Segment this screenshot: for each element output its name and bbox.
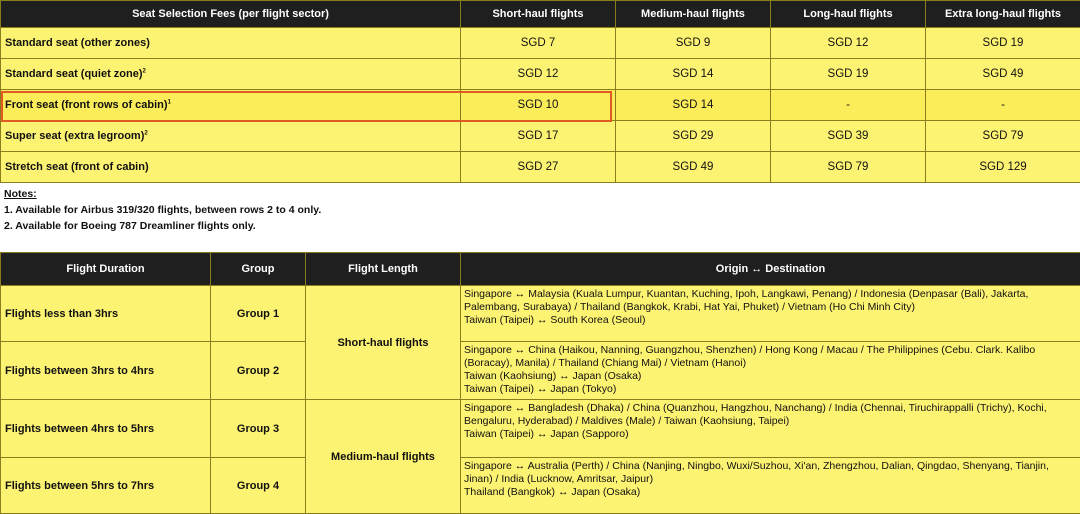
fees-header-extra-long-haul: Extra long-haul flights [926,1,1080,28]
notes-section [4,186,321,234]
route-line: Taiwan (Taipei) ↔ Japan (Tokyo) [464,383,1077,396]
seat-type-text: Standard seat (other zones) [5,37,150,49]
route-line: Taiwan (Taipei) ↔ Japan (Sapporo) [464,428,1077,441]
groups-header-group: Group [211,253,306,286]
fee-row [1,28,1080,59]
flight-group-row [1,342,1080,400]
origin-destination-cell [461,400,1080,458]
note-item-1: 1. Available for Airbus 319/320 flights, between rows 2 to 4 only. [4,202,321,218]
notes-title: Notes: [4,186,321,202]
route-line: Taiwan (Taipei) ↔ South Korea (Seoul) [464,314,1077,327]
flight-group-row [1,286,1080,342]
fee-price-cell: SGD 7 [461,28,616,59]
note-item-2: 2. Available for Boeing 787 Dreamliner flights only. [4,218,321,234]
fee-row [1,90,1080,121]
flight-duration-cell: Flights between 4hrs to 5hrs [1,400,211,458]
flight-groups-table [0,252,1080,514]
origin-destination-cell [461,286,1080,342]
flight-length-cell: Short-haul flights [306,286,461,400]
fees-header-long-haul: Long-haul flights [771,1,926,28]
seat-type-label [1,59,461,90]
groups-header-origin-destination: Origin ↔ Destination [461,253,1080,286]
fees-header-category: Seat Selection Fees (per flight sector) [1,1,461,28]
fee-price-cell: SGD 9 [616,28,771,59]
route-line: Singapore ↔ Australia (Perth) / China (Nanjing, Ningbo, Wuxi/Suzhou, Xi'an, Zhengzhou, Dalian, Qingdao, Shenyang, Tianjin, Jinan) / India (Lucknow, Amritsar, Jaipur) [464,460,1077,486]
seat-fees-table [0,0,1080,183]
fee-price-cell: SGD 10 [461,90,616,121]
route-line: Thailand (Bangkok) ↔ Japan (Osaka) [464,486,1077,499]
fee-price-cell: SGD 29 [616,121,771,152]
fee-price-cell: - [926,90,1080,121]
group-cell: Group 1 [211,286,306,342]
fees-header-row [1,1,1080,28]
fee-price-cell: SGD 79 [926,121,1080,152]
route-line: Taiwan (Kaohsiung) ↔ Japan (Osaka) [464,370,1077,383]
group-cell: Group 2 [211,342,306,400]
fee-price-cell: SGD 27 [461,152,616,183]
seat-type-label [1,28,461,59]
seat-type-label [1,121,461,152]
fee-row [1,59,1080,90]
seat-type-text: Front seat (front rows of cabin) [5,99,168,111]
fee-price-cell: SGD 19 [771,59,926,90]
fee-price-cell: SGD 129 [926,152,1080,183]
fee-price-cell: SGD 79 [771,152,926,183]
seat-type-text: Stretch seat (front of cabin) [5,161,149,173]
flight-duration-cell: Flights between 3hrs to 4hrs [1,342,211,400]
groups-header-row [1,253,1080,286]
footnote-marker: 2 [144,130,147,136]
fee-price-cell: SGD 49 [926,59,1080,90]
route-line: Singapore ↔ Bangladesh (Dhaka) / China (Quanzhou, Hangzhou, Nanchang) / India (Chennai, Tiruchirappalli (Trichy), Kochi, Bengaluru, Hyderabad) / Maldives (Male) / Taiwan (Kaohsiung, Taipei) [464,402,1077,428]
flight-length-cell: Medium-haul flights [306,400,461,514]
group-cell: Group 4 [211,458,306,514]
flight-duration-cell: Flights between 5hrs to 7hrs [1,458,211,514]
fees-header-medium-haul: Medium-haul flights [616,1,771,28]
origin-destination-cell [461,458,1080,514]
fee-price-cell: SGD 49 [616,152,771,183]
fee-price-cell: - [771,90,926,121]
group-cell: Group 3 [211,400,306,458]
footnote-marker: 2 [143,68,146,74]
fee-row [1,121,1080,152]
fee-price-cell: SGD 14 [616,90,771,121]
fee-price-cell: SGD 12 [771,28,926,59]
seat-type-label [1,90,461,121]
route-line: Singapore ↔ Malaysia (Kuala Lumpur, Kuantan, Kuching, Ipoh, Langkawi, Penang) / Indonesia (Denpasar (Bali), Jakarta, Palembang, Surabaya) / Thailand (Bangkok, Krabi, Hat Yai, Phuket) / Vietnam (Ho Chi Minh City) [464,288,1077,314]
fee-price-cell: SGD 17 [461,121,616,152]
fee-row [1,152,1080,183]
fee-price-cell: SGD 19 [926,28,1080,59]
groups-header-duration: Flight Duration [1,253,211,286]
fee-price-cell: SGD 12 [461,59,616,90]
seat-type-text: Standard seat (quiet zone) [5,68,143,80]
origin-destination-cell [461,342,1080,400]
seat-type-text: Super seat (extra legroom) [5,130,144,142]
route-line: Singapore ↔ China (Haikou, Nanning, Guangzhou, Shenzhen) / Hong Kong / Macau / The Philippines (Cebu. Clark. Kalibo (Boracay), Manila) / Thailand (Chiang Mai) / Vietnam (Hanoi) [464,344,1077,370]
flight-duration-cell: Flights less than 3hrs [1,286,211,342]
groups-header-length: Flight Length [306,253,461,286]
fee-price-cell: SGD 39 [771,121,926,152]
flight-group-row [1,400,1080,458]
flight-group-row [1,458,1080,514]
fees-header-short-haul: Short-haul flights [461,1,616,28]
footnote-marker: 1 [168,99,171,105]
seat-type-label [1,152,461,183]
fee-price-cell: SGD 14 [616,59,771,90]
